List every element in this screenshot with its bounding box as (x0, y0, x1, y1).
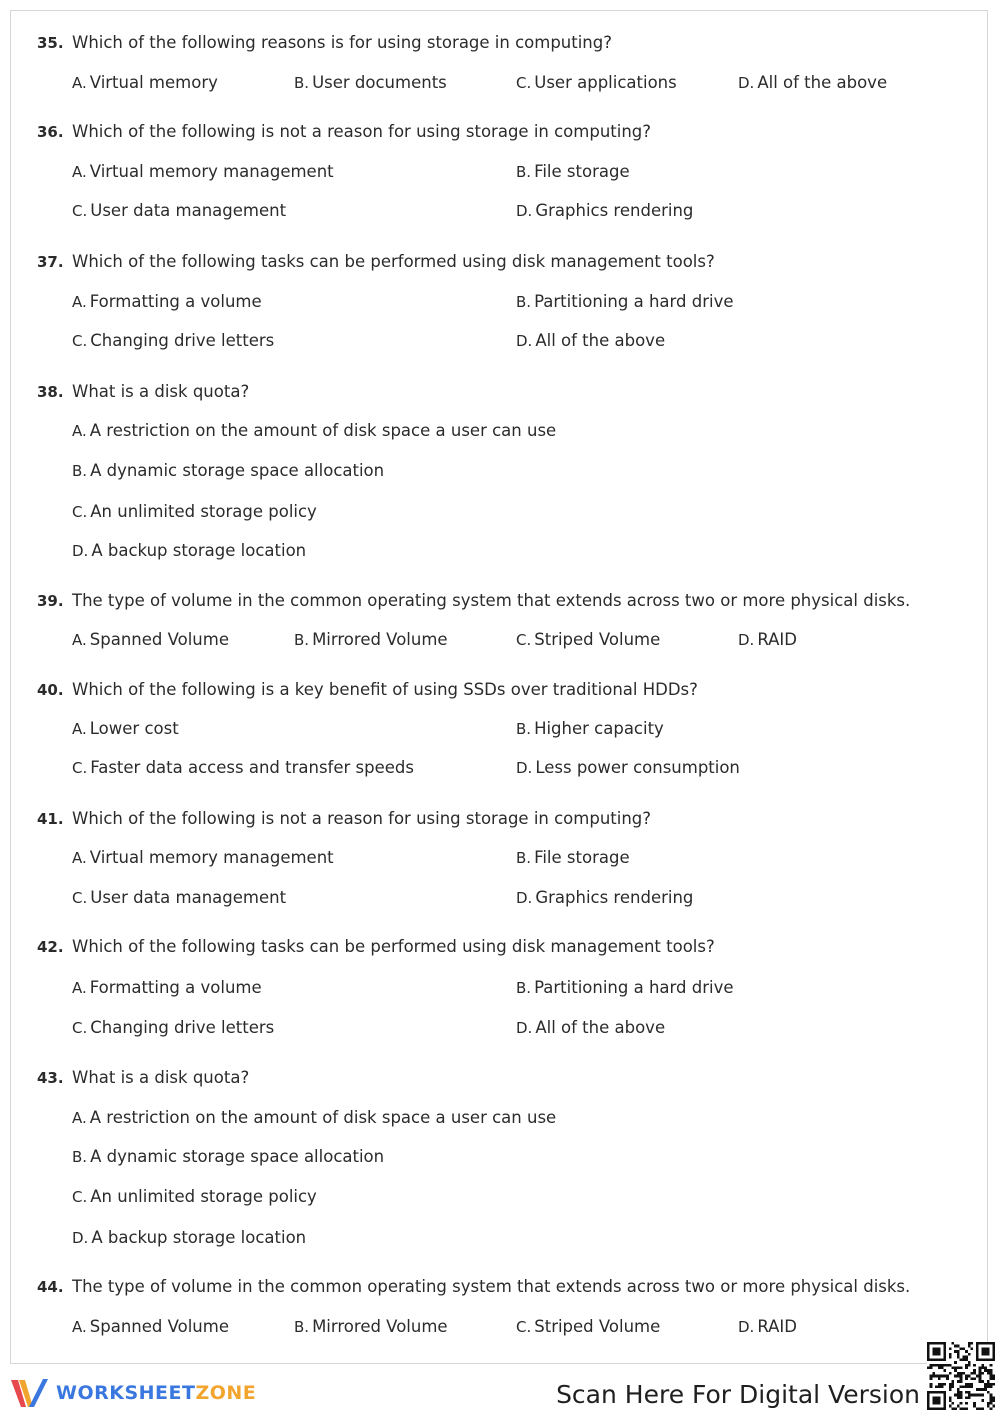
option-b[interactable] (72, 1145, 384, 1169)
option-c[interactable] (72, 329, 274, 353)
option-letter: A. (72, 979, 87, 997)
option-c[interactable] (72, 886, 286, 910)
option-c[interactable] (72, 1185, 317, 1209)
option-c[interactable] (72, 1016, 274, 1040)
option-text: RAID (757, 1317, 797, 1336)
question-prompt (37, 935, 715, 959)
option-letter: D. (738, 631, 755, 649)
option-letter: B. (516, 849, 532, 867)
option-text: Striped Volume (534, 630, 661, 649)
option-letter: B. (294, 74, 310, 92)
option-a[interactable] (72, 628, 229, 652)
question-text: Which of the following is a key benefit of using SSDs over traditional HDDs? (72, 680, 698, 699)
option-letter: B. (72, 1148, 88, 1166)
option-d[interactable] (516, 756, 740, 780)
option-text: Faster data access and transfer speeds (90, 758, 414, 777)
question-prompt (37, 589, 910, 613)
option-text: Virtual memory management (89, 848, 334, 867)
option-d[interactable] (738, 628, 797, 652)
option-letter: A. (72, 849, 87, 867)
question-prompt (37, 120, 651, 144)
option-b[interactable] (516, 160, 630, 184)
question-number: 40. (37, 681, 64, 699)
option-c[interactable] (72, 756, 414, 780)
question-text: The type of volume in the common operating system that extends across two or more physical disks. (72, 591, 911, 610)
option-b[interactable] (516, 290, 733, 314)
question-text: Which of the following is not a reason for using storage in computing? (72, 122, 652, 141)
option-text: Mirrored Volume (312, 630, 448, 649)
option-text: Spanned Volume (89, 1317, 229, 1336)
logo-w-icon (10, 1376, 50, 1410)
question-number: 44. (37, 1278, 64, 1296)
option-letter: A. (72, 1109, 87, 1127)
option-c[interactable] (516, 1315, 660, 1339)
logo-word-zone: ZONE (195, 1382, 257, 1404)
option-b[interactable] (294, 1315, 448, 1339)
option-d[interactable] (516, 886, 693, 910)
option-a[interactable] (72, 1315, 229, 1339)
option-c[interactable] (72, 199, 286, 223)
option-letter: B. (516, 293, 532, 311)
question-prompt (37, 807, 651, 831)
option-text: File storage (534, 848, 630, 867)
option-text: An unlimited storage policy (90, 1187, 317, 1206)
option-text: A dynamic storage space allocation (90, 461, 385, 480)
scan-here-text: Scan Here For Digital Version (556, 1380, 920, 1409)
option-text: Changing drive letters (90, 1018, 275, 1037)
option-letter: D. (516, 202, 533, 220)
worksheetzone-logo[interactable] (10, 1376, 256, 1410)
option-c[interactable] (72, 500, 317, 524)
option-b[interactable] (516, 846, 630, 870)
option-b[interactable] (294, 71, 447, 95)
option-text: All of the above (535, 1018, 666, 1037)
option-a[interactable] (72, 290, 262, 314)
question-text: What is a disk quota? (72, 1068, 250, 1087)
option-letter: A. (72, 631, 87, 649)
option-c[interactable] (516, 628, 660, 652)
question-prompt (37, 1275, 910, 1299)
option-b[interactable] (516, 717, 664, 741)
option-c[interactable] (516, 71, 677, 95)
option-letter: B. (294, 631, 310, 649)
option-d[interactable] (516, 329, 665, 353)
option-letter: C. (516, 74, 532, 92)
option-text: A backup storage location (91, 541, 307, 560)
option-letter: A. (72, 1318, 87, 1336)
option-text: Formatting a volume (89, 978, 262, 997)
option-text: RAID (757, 630, 797, 649)
option-d[interactable] (738, 71, 887, 95)
option-text: Lower cost (89, 719, 179, 738)
option-text: Striped Volume (534, 1317, 661, 1336)
option-letter: D. (72, 542, 89, 560)
option-letter: B. (294, 1318, 310, 1336)
option-letter: C. (72, 889, 88, 907)
option-a[interactable] (72, 846, 334, 870)
option-a[interactable] (72, 71, 218, 95)
option-letter: B. (516, 720, 532, 738)
option-letter: D. (516, 889, 533, 907)
option-text: Mirrored Volume (312, 1317, 448, 1336)
option-text: Graphics rendering (535, 201, 694, 220)
option-d[interactable] (516, 199, 693, 223)
logo-word-worksheet: WORKSHEET (56, 1382, 196, 1404)
option-b[interactable] (516, 976, 733, 1000)
option-letter: D. (738, 74, 755, 92)
option-letter: C. (72, 1019, 88, 1037)
question-prompt (37, 250, 715, 274)
option-a[interactable] (72, 976, 262, 1000)
option-text: An unlimited storage policy (90, 502, 317, 521)
question-prompt (37, 31, 612, 55)
option-letter: D. (516, 332, 533, 350)
option-letter: C. (72, 332, 88, 350)
option-letter: A. (72, 163, 87, 181)
option-a[interactable] (72, 717, 179, 741)
option-d[interactable] (738, 1315, 797, 1339)
option-letter: D. (516, 1019, 533, 1037)
option-text: All of the above (757, 73, 888, 92)
option-letter: C. (72, 503, 88, 521)
question-number: 38. (37, 383, 64, 401)
option-text: Graphics rendering (535, 888, 694, 907)
question-prompt (37, 678, 698, 702)
qr-code-icon[interactable] (927, 1342, 995, 1410)
option-text: A restriction on the amount of disk space a user can use (89, 421, 557, 440)
option-text: Partitioning a hard drive (534, 978, 734, 997)
option-text: Spanned Volume (89, 630, 229, 649)
option-a[interactable] (72, 160, 334, 184)
option-text: User documents (312, 73, 447, 92)
option-letter: A. (72, 720, 87, 738)
option-letter: B. (516, 979, 532, 997)
option-letter: C. (72, 1188, 88, 1206)
option-text: Formatting a volume (89, 292, 262, 311)
question-prompt (37, 1066, 249, 1090)
option-text: User data management (90, 201, 287, 220)
option-b[interactable] (72, 459, 384, 483)
option-letter: A. (72, 293, 87, 311)
question-text: Which of the following reasons is for using storage in computing? (72, 33, 612, 52)
option-letter: D. (738, 1318, 755, 1336)
option-text: Virtual memory (89, 73, 218, 92)
question-number: 37. (37, 253, 64, 271)
question-number: 36. (37, 123, 64, 141)
logo-wordmark (56, 1382, 256, 1404)
question-prompt (37, 380, 249, 404)
option-d[interactable] (72, 1226, 306, 1250)
option-text: User data management (90, 888, 287, 907)
worksheet-page (10, 10, 988, 1364)
option-text: Partitioning a hard drive (534, 292, 734, 311)
question-number: 41. (37, 810, 64, 828)
option-letter: B. (72, 462, 88, 480)
question-text: Which of the following tasks can be performed using disk management tools? (72, 252, 715, 271)
question-text: Which of the following is not a reason for using storage in computing? (72, 809, 652, 828)
option-text: User applications (534, 73, 677, 92)
question-number: 42. (37, 938, 64, 956)
option-a[interactable] (72, 1106, 556, 1130)
option-text: A dynamic storage space allocation (90, 1147, 385, 1166)
option-text: Less power consumption (535, 758, 740, 777)
option-letter: D. (72, 1229, 89, 1247)
option-text: A backup storage location (91, 1228, 307, 1247)
option-letter: C. (72, 759, 88, 777)
option-text: A restriction on the amount of disk space a user can use (89, 1108, 557, 1127)
question-text: What is a disk quota? (72, 382, 250, 401)
option-text: Changing drive letters (90, 331, 275, 350)
option-letter: A. (72, 422, 87, 440)
question-number: 35. (37, 34, 64, 52)
option-b[interactable] (294, 628, 448, 652)
option-letter: D. (516, 759, 533, 777)
option-text: Virtual memory management (89, 162, 334, 181)
option-letter: C. (516, 1318, 532, 1336)
option-a[interactable] (72, 419, 556, 443)
option-letter: A. (72, 74, 87, 92)
option-letter: C. (72, 202, 88, 220)
option-d[interactable] (72, 539, 306, 563)
option-text: File storage (534, 162, 630, 181)
option-letter: C. (516, 631, 532, 649)
option-d[interactable] (516, 1016, 665, 1040)
question-text: The type of volume in the common operating system that extends across two or more physical disks. (72, 1277, 911, 1296)
option-text: Higher capacity (534, 719, 664, 738)
question-number: 43. (37, 1069, 64, 1087)
option-text: All of the above (535, 331, 666, 350)
question-number: 39. (37, 592, 64, 610)
question-text: Which of the following tasks can be performed using disk management tools? (72, 937, 715, 956)
option-letter: B. (516, 163, 532, 181)
